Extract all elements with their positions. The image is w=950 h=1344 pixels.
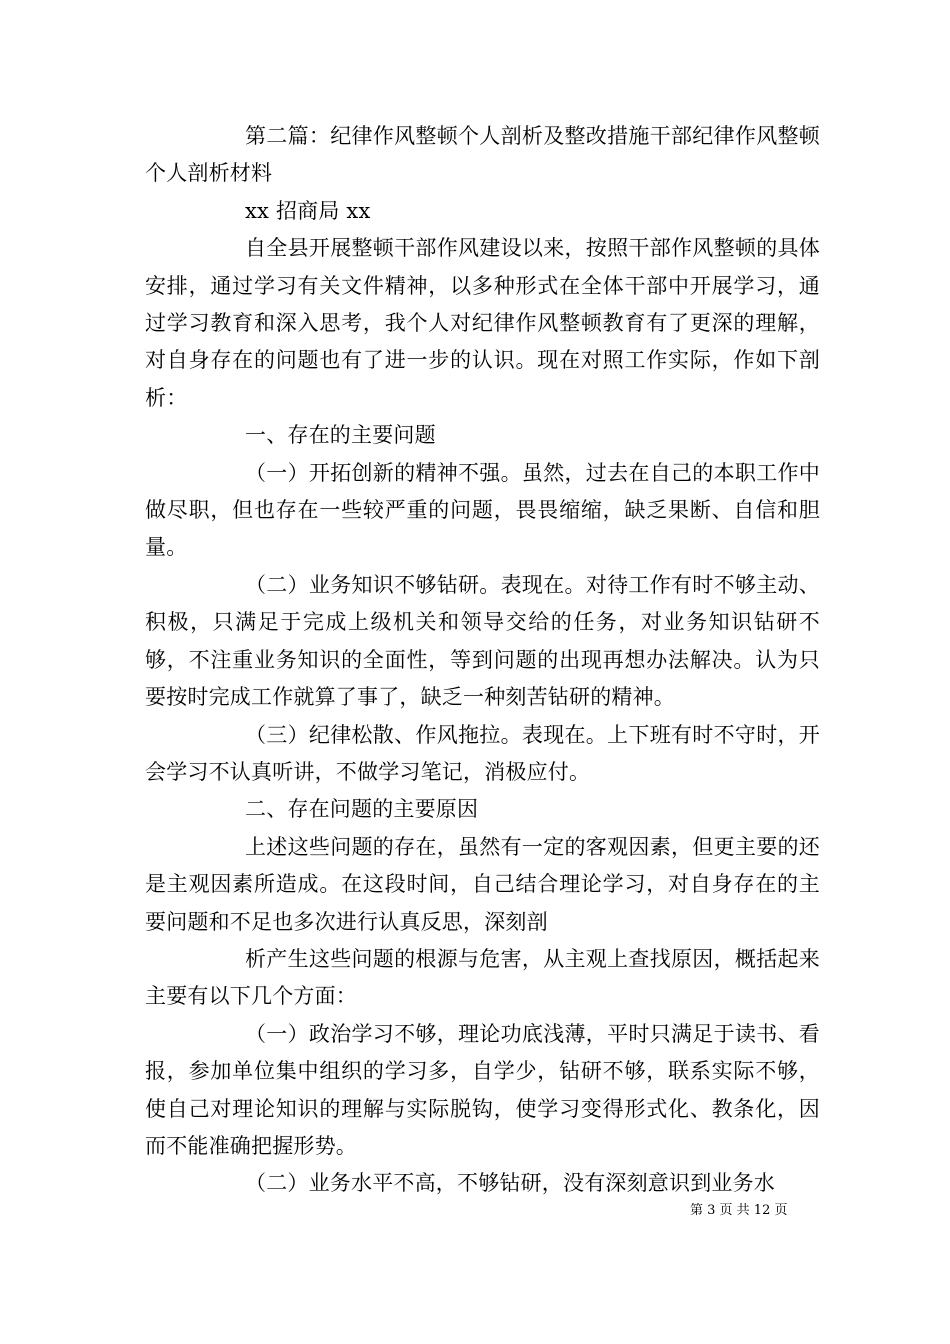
paragraph-reasons-intro: 上述这些问题的存在，虽然有一定的客观因素，但更主要的还是主观因素所造成。在这段时间，自己结合理论学习，对自身存在的主要问题和不足也多次进行认真反思，深刻剖 bbox=[145, 834, 820, 934]
paragraph-item-1-1: （一）开拓创新的精神不强。虽然，过去在自己的本职工作中做尽职，但也存在一些较严重的问题，畏畏缩缩，缺乏果断、自信和胆量。 bbox=[145, 460, 820, 560]
paragraph-intro: 自全县开展整顿干部作风建设以来，按照干部作风整顿的具体安排，通过学习有关文件精神，以多种形式在全体干部中开展学习，通过学习教育和深入思考，我个人对纪律作风整顿教育有了更深的理解，对自身存在的问题也有了进一步的认识。现在对照工作实际，作如下剖析： bbox=[145, 236, 820, 410]
paragraph-item-2-2: （二）业务水平不高，不够钻研，没有深刻意识到业务水 bbox=[245, 1171, 775, 1196]
section-heading-1: 一、存在的主要问题 bbox=[245, 423, 436, 448]
paragraph-reasons-continued: 析产生这些问题的根源与危害，从主观上查找原因，概括起来主要有以下几个方面： bbox=[145, 946, 820, 1009]
page-number-footer: 第 3 页 共 12 页 bbox=[690, 1203, 788, 1218]
section-heading-2: 二、存在问题的主要原因 bbox=[245, 797, 479, 822]
document-author: xx 招商局 xx bbox=[245, 198, 371, 223]
document-title: 第二篇：纪律作风整顿个人剖析及整改措施干部纪律作风整顿个人剖析材料 bbox=[145, 124, 820, 186]
paragraph-item-1-3: （三）纪律松散、作风拖拉。表现在。上下班有时不守时，开会学习不认真听讲，不做学习笔记，消极应付。 bbox=[145, 722, 820, 784]
document-body bbox=[145, 118, 820, 1203]
paragraph-item-1-2: （二）业务知识不够钻研。表现在。对待工作有时不够主动、积极，只满足于完成上级机关和领导交给的任务，对业务知识钻研不够，不注重业务知识的全面性，等到问题的出现再想办法解决。认为只要按时完成工作就算了事了，缺乏一种刻苦钻研的精神。 bbox=[145, 572, 820, 710]
paragraph-item-2-1: （一）政治学习不够，理论功底浅薄，平时只满足于读书、看报，参加单位集中组织的学习多，自学少，钻研不够，联系实际不够，使自己对理论知识的理解与实际脱钩，使学习变得形式化、教条化，因而不能准确把握形势。 bbox=[145, 1021, 820, 1158]
